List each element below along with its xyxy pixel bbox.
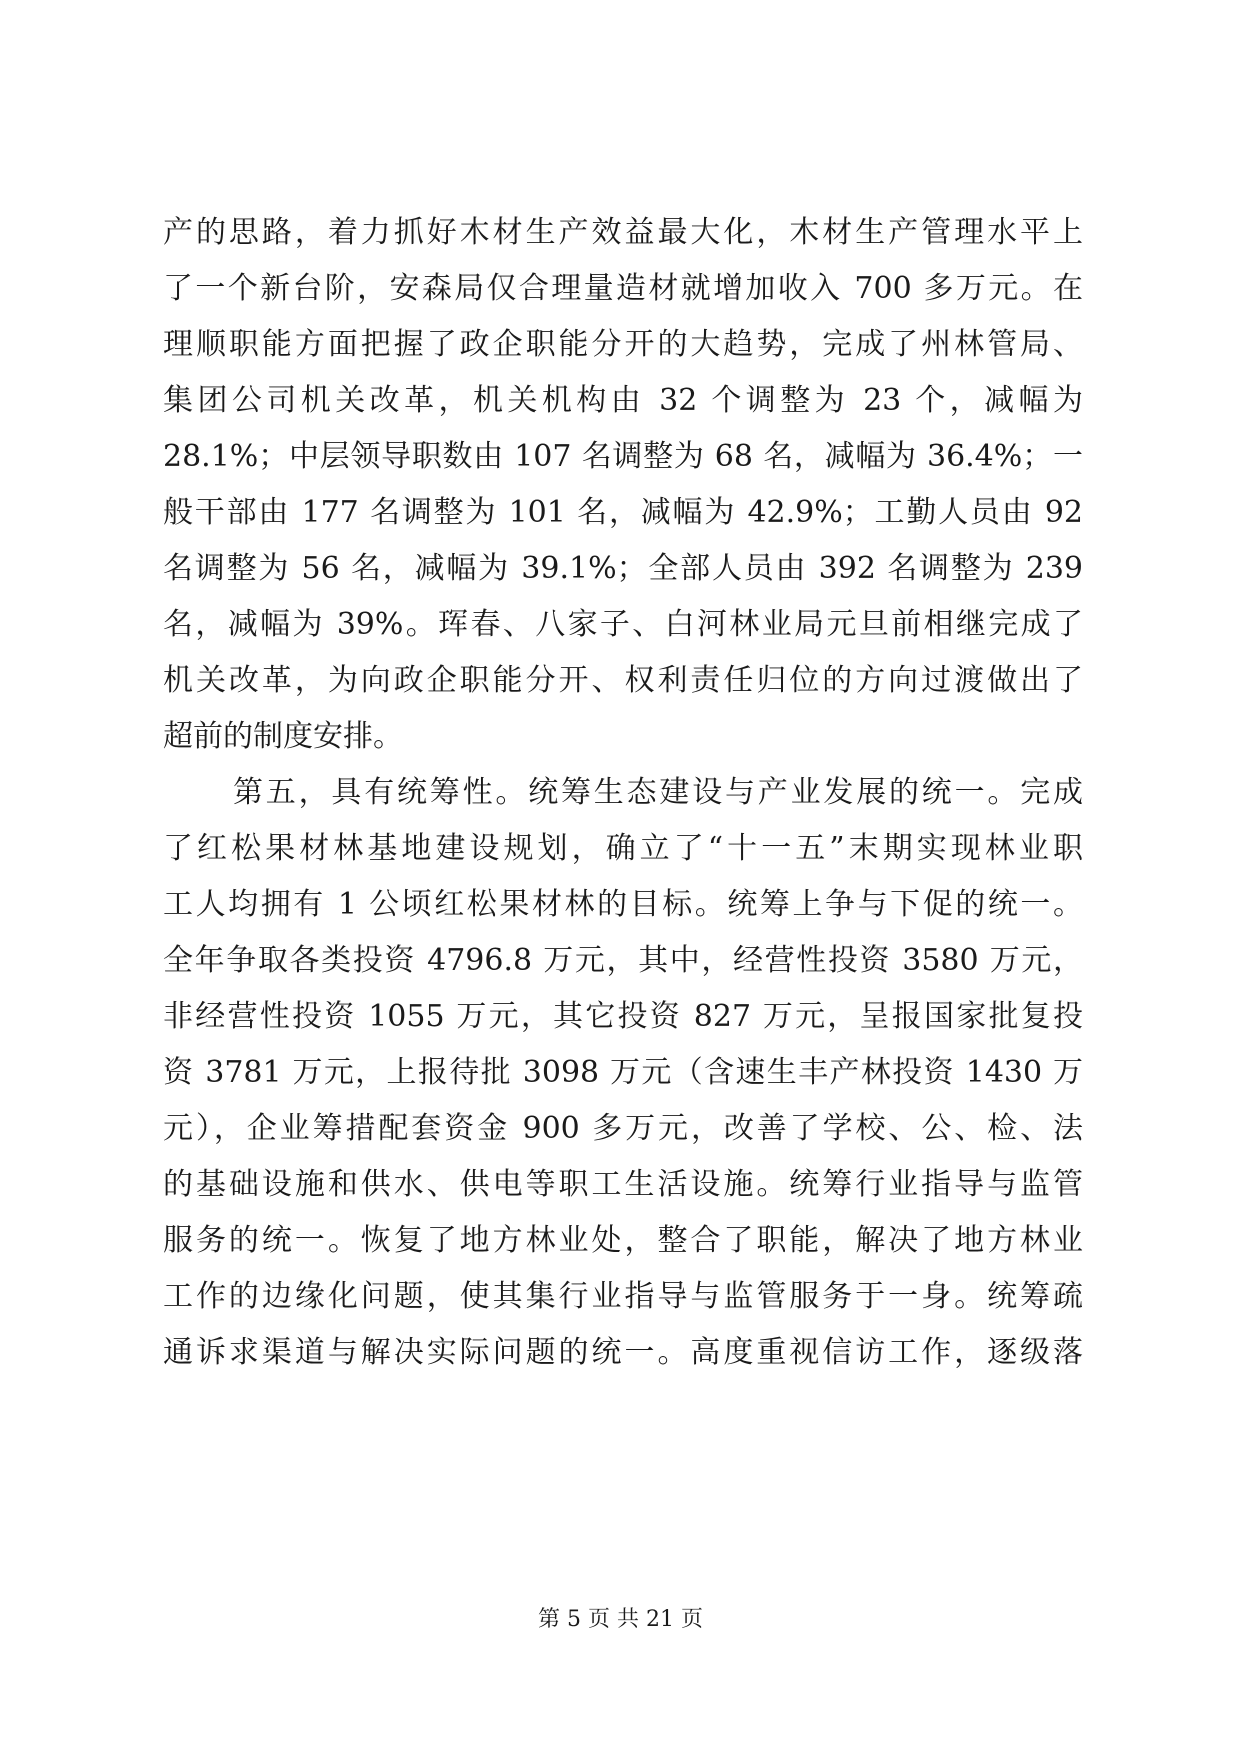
- text-line-3: 理顺职能方面把握了政企职能分开的大趋势，完成了州林管局、: [163, 327, 1083, 362]
- text-line-9: 机关改革，为向政企职能分开、权利责任归位的方向过渡做出了: [163, 663, 1083, 698]
- page-number-footer: 第 5 页 共 21 页: [538, 1607, 703, 1632]
- text-line-13: 工人均拥有 1 公顷红松果材林的目标。统筹上争与下促的统一。: [163, 887, 1083, 922]
- text-line-20: 工作的边缘化问题，使其集行业指导与监管服务于一身。统筹疏: [163, 1279, 1083, 1314]
- text-line-4: 集团公司机关改革，机关机构由 32 个调整为 23 个，减幅为: [163, 383, 1083, 418]
- text-line-5: 28.1%；中层领导职数由 107 名调整为 68 名，减幅为 36.4%；一: [163, 439, 1083, 474]
- text-line-6: 般干部由 177 名调整为 101 名，减幅为 42.9%；工勤人员由 92: [163, 495, 1083, 530]
- text-line-12: 了红松果材林基地建设规划，确立了“十一五”末期实现林业职: [163, 831, 1083, 866]
- text-line-16: 资 3781 万元，上报待批 3098 万元（含速生丰产林投资 1430 万: [163, 1055, 1083, 1090]
- text-line-7: 名调整为 56 名，减幅为 39.1%；全部人员由 392 名调整为 239: [163, 551, 1083, 586]
- text-line-1: 产的思路，着力抓好木材生产效益最大化，木材生产管理水平上: [163, 215, 1083, 250]
- paragraph-start-line: 第五，具有统筹性。统筹生态建设与产业发展的统一。完成: [233, 775, 1083, 810]
- text-line-8: 名，减幅为 39%。珲春、八家子、白河林业局元旦前相继完成了: [163, 607, 1083, 642]
- text-line-14: 全年争取各类投资 4796.8 万元，其中，经营性投资 3580 万元，: [163, 943, 1083, 978]
- text-line-21: 通诉求渠道与解决实际问题的统一。高度重视信访工作，逐级落: [163, 1335, 1083, 1370]
- text-line-10: 超前的制度安排。: [163, 719, 403, 754]
- text-line-18: 的基础设施和供水、供电等职工生活设施。统筹行业指导与监管: [163, 1167, 1083, 1202]
- text-line-15: 非经营性投资 1055 万元，其它投资 827 万元，呈报国家批复投: [163, 999, 1083, 1034]
- text-line-2: 了一个新台阶，安森局仅合理量造材就增加收入 700 多万元。在: [163, 271, 1083, 306]
- text-line-17: 元），企业筹措配套资金 900 多万元，改善了学校、公、检、法: [163, 1111, 1083, 1146]
- text-line-19: 服务的统一。恢复了地方林业处，整合了职能，解决了地方林业: [163, 1223, 1083, 1258]
